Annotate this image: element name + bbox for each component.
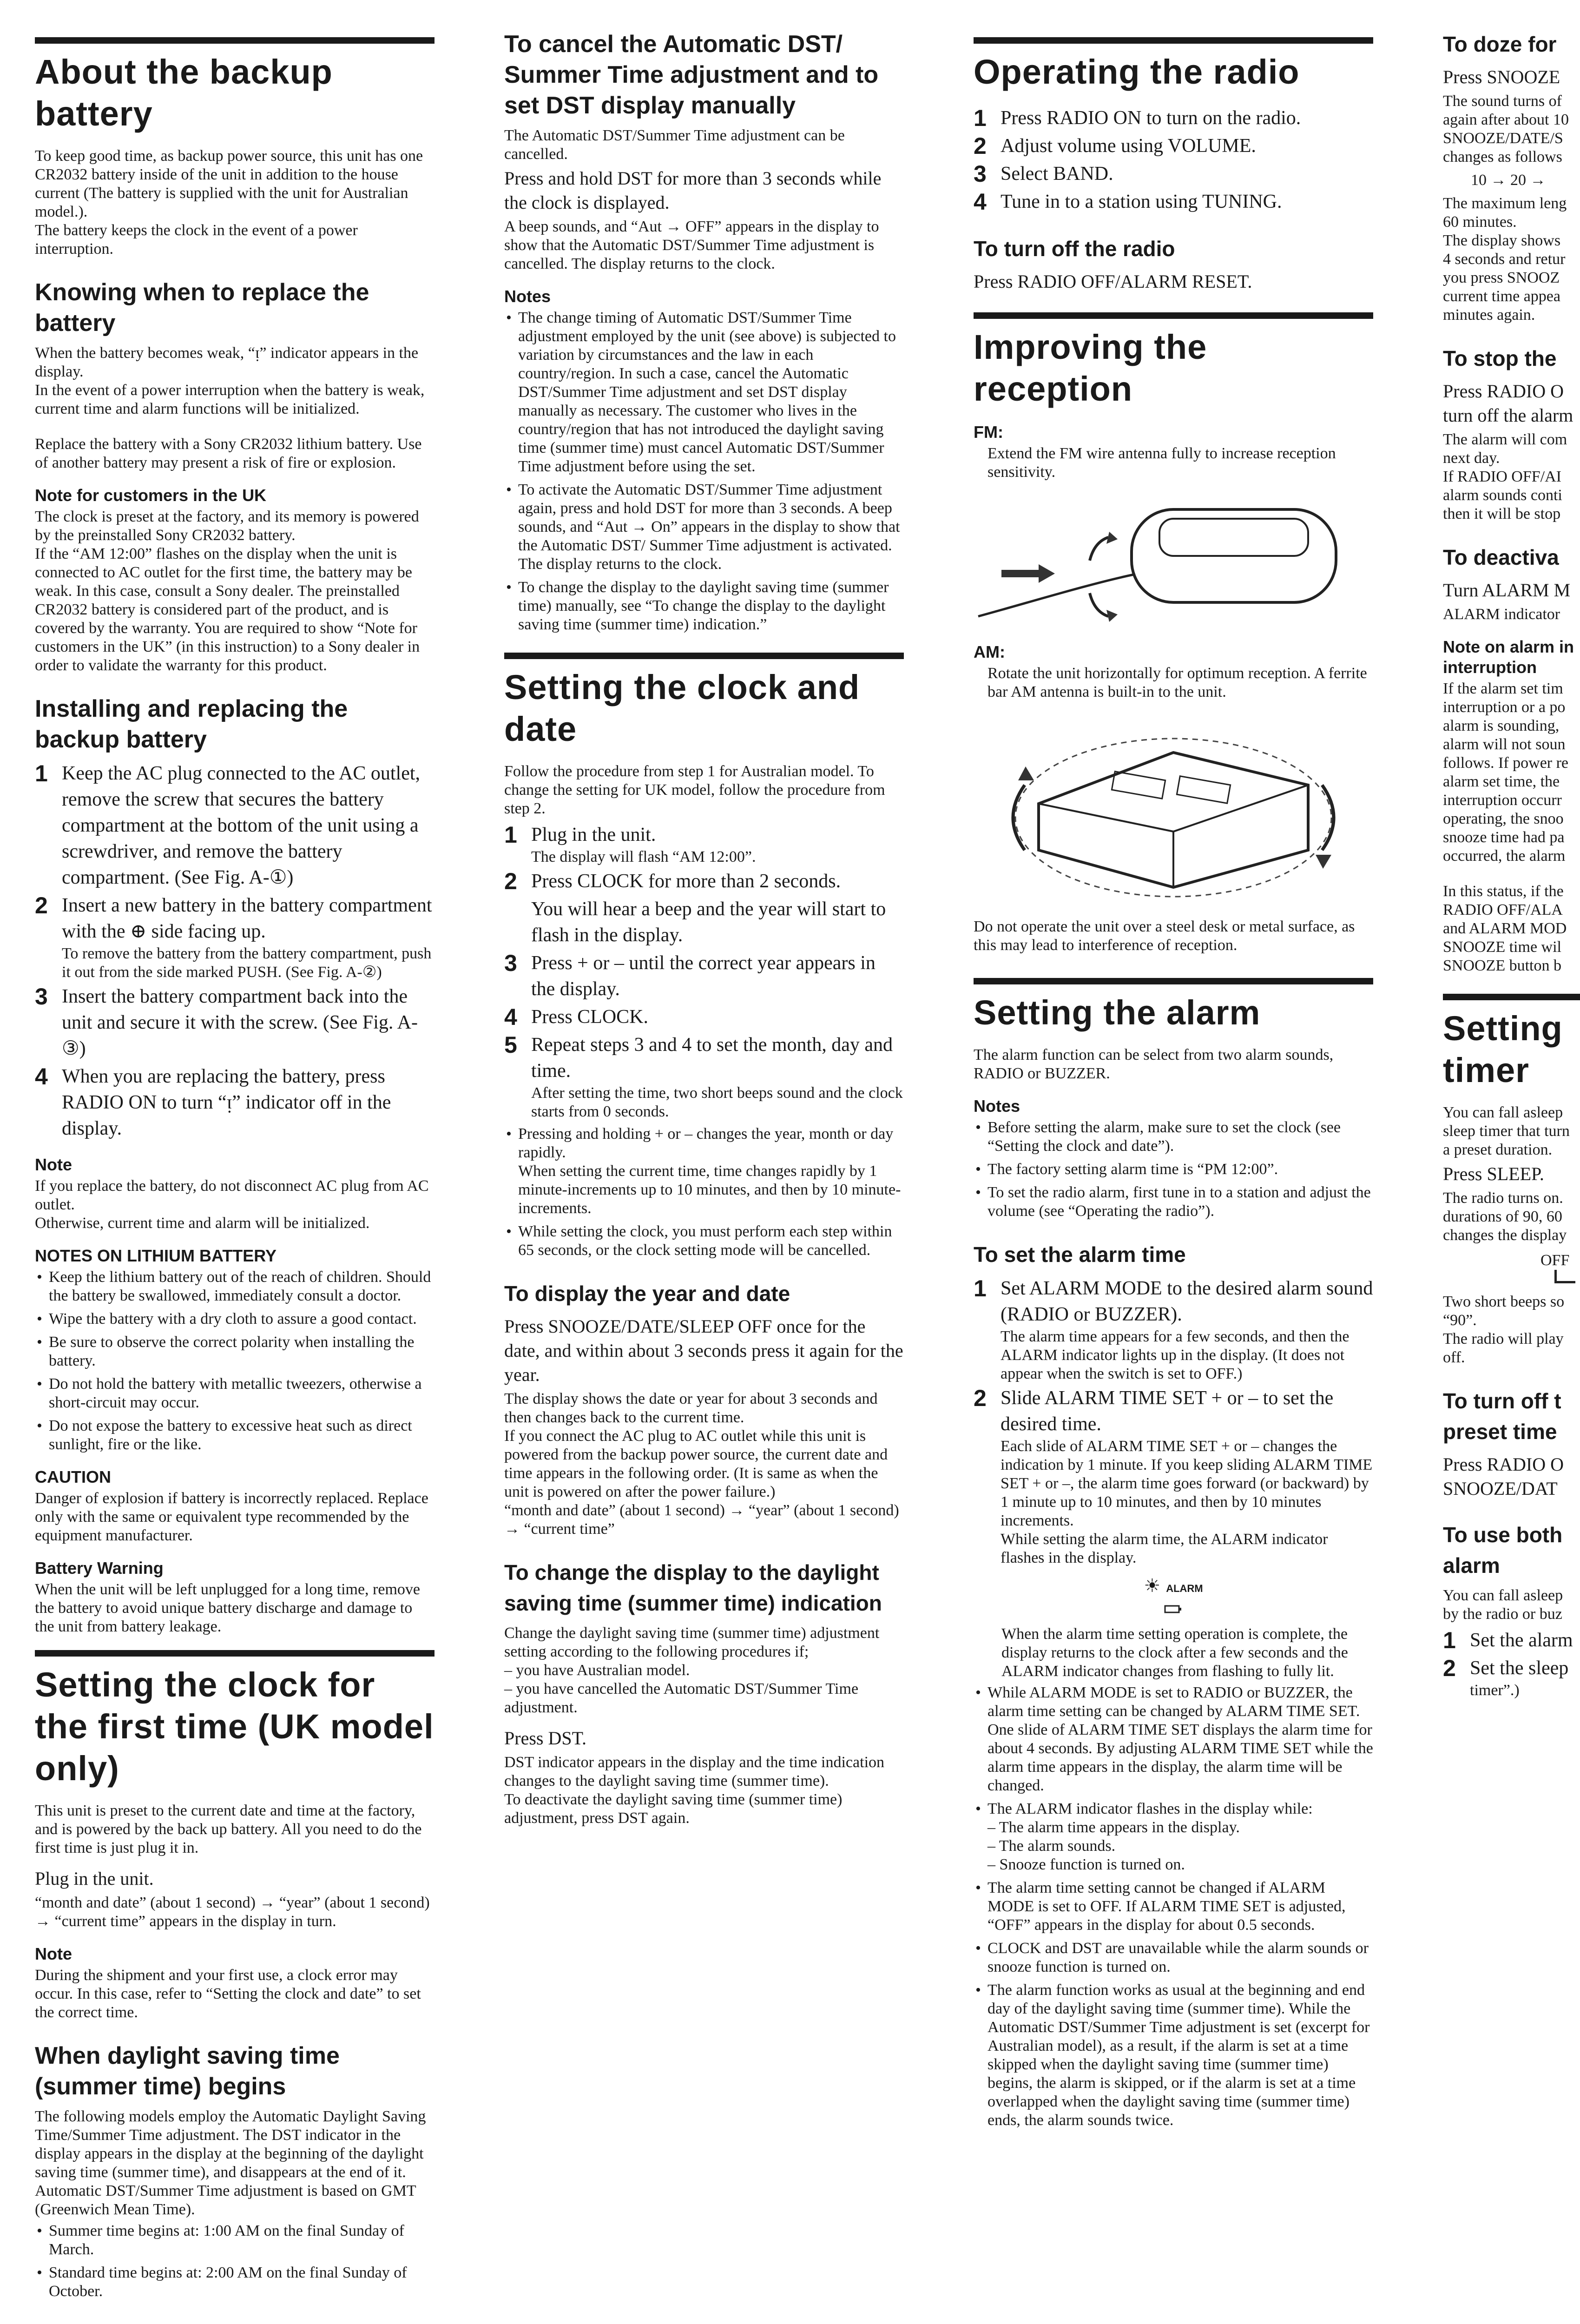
status-paragraph: In this status, if the RADIO OFF/ALA and ALARM MOD SNOOZE time wil SNOOZE button b (1443, 883, 1567, 974)
fm-label: FM: (974, 423, 1003, 442)
lithium-list (35, 1268, 434, 1454)
sleep-paragraph-2: The radio turns on. durations of 90, 60 changes the display (1443, 1189, 1567, 1244)
both-title: To use both alarm (1443, 1523, 1563, 1578)
list-item: • Keep the lithium battery out of the reach of children. Should the battery be swallowed, immediately consult a doctor. (35, 1268, 434, 1305)
year-paragraph: The display shows the date or year for about 3 seconds and then changes back to the current time. If you connect the AC plug to AC outlet while this unit is powered from the backup power source, the current date and time appears in the following order. (It is same as when the unit is powered on after the power failure.) “month and date” (about 1 second) → “year” (about 1 second) → “current time” (504, 1390, 899, 1538)
doze-title: To doze for (1443, 32, 1557, 56)
sleep-paragraph: You can fall asleep sleep timer that turn a preset duration. (1443, 1104, 1570, 1158)
list-item: • Do not hold the battery with metallic tweezers, otherwise a short-circuit may occur. (35, 1375, 434, 1412)
clock-step: You will hear a beep and the year will start to flash in the display. (531, 898, 886, 946)
note2-title: Note (35, 1944, 72, 1963)
am-rotate-illustration (974, 711, 1373, 906)
list-item: • The ALARM indicator flashes in the display while: – The alarm time appears in the display. – The alarm sounds. – Snooze function is turned on. (974, 1800, 1373, 1874)
reception-title: Improving the reception (974, 328, 1207, 408)
plug-command: Plug in the unit. (35, 1868, 154, 1889)
both-step: 2 Set the sleep timer”.) (1443, 1655, 1569, 1699)
lithium-title: NOTES ON LITHIUM BATTERY (35, 1246, 276, 1265)
battery-glyph (1164, 1604, 1183, 1614)
doze-command: Press SNOOZE (1443, 66, 1560, 87)
note-paragraph: If you replace the battery, do not disconnect AC plug from AC outlet. Otherwise, current time and alarm will be initialized. (35, 1177, 429, 1232)
after-paragraph: When the alarm time setting operation is complete, the display returns to the clock after a few seconds and the ALARM indicator changes from flashing to fully lit. (1001, 1625, 1348, 1680)
clock-paragraph: Follow the procedure from step 1 for Australian model. To change the setting for UK model, follow the procedure from step 2. (504, 763, 885, 817)
install-title: Installing and replacing the backup battery (35, 695, 348, 753)
list-item: • Summer time begins at: 1:00 AM on the final Sunday of March. (35, 2222, 434, 2259)
alarm-paragraph: The alarm function can be select from two alarm sounds, RADIO or BUZZER. (974, 1046, 1334, 1082)
return-arrow-icon (1554, 1270, 1575, 1283)
am-label: AM: (974, 642, 1005, 661)
plug-sub: “month and date” (about 1 second) → “year” (about 1 second) → “current time” appears in the display in turn. (35, 1894, 430, 1930)
doze-paragraph-2: The maximum leng 60 minutes. The display shows 4 seconds and retur you press SNOOZ current time appea minutes again. (1443, 195, 1567, 324)
radio-off-title: To turn off the radio (974, 237, 1175, 261)
turnoff-command: Press RADIO O SNOOZE/DAT (1443, 1454, 1564, 1499)
section-rule (974, 37, 1373, 44)
set-alarm-steps (974, 1275, 1373, 1567)
list-item: • Standard time begins at: 2:00 AM on the final Sunday of October. (35, 2264, 434, 2301)
change-command: Press DST. (504, 1728, 587, 1749)
fm-paragraph: Extend the FM wire antenna fully to increase reception sensitivity. (988, 445, 1336, 481)
list-item: • The alarm function works as usual at the beginning and end day of the daylight saving time (summer time). While the Automatic DST/Summer Time adjustment is set (excerpt for Australian model), as a result, if the alarm is set at a time skipped when the daylight saving time (summer time) begins, the alarm is skipped, or if the alarm is set at a time overlapped when the daylight saving time (summer time) ends, the alarm sounds twice. (974, 1981, 1373, 2130)
list-item: • To set the radio alarm, first tune in to a station and adjust the volume (see “Operating the radio”). (974, 1183, 1373, 1221)
dst-paragraph: The following models employ the Automatic Daylight Saving Time/Summer Time adjustment. The DST indicator in the display appears in the display at the beginning of the daylight saving time (summer time), and disappears at the end of it. Automatic DST/Summer Time adjustment is based on GMT (Greenwich Mean Time). (35, 2108, 426, 2218)
deactivate-paragraph: ALARM indicator (1443, 606, 1560, 623)
replace-paragraph-2: Replace the battery with a Sony CR2032 lithium battery. Use of another battery may present a risk of fire or explosion. (35, 436, 422, 471)
clock-title: Setting the clock and date (504, 668, 860, 748)
sleep-title: Setting timer (1443, 1009, 1563, 1089)
uk-note-title: Note for customers in the UK (35, 486, 267, 505)
list-item: • Wipe the battery with a dry cloth to assure a good contact. (35, 1310, 434, 1328)
list-item: • The factory setting alarm time is “PM 12:00”. (974, 1160, 1373, 1179)
list-item: • The alarm time setting cannot be changed if ALARM MODE is set to OFF. If ALARM TIME SET is adjusted, “OFF” appears in the display for about 0.5 seconds. (974, 1879, 1373, 1934)
year-command: Press SNOOZE/DATE/SLEEP OFF once for the date, and within about 3 seconds press it again for the year. (504, 1316, 903, 1385)
backup-title: About the backup battery (35, 53, 333, 133)
radio-title: Operating the radio (974, 53, 1300, 91)
both-steps (1443, 1627, 1580, 1700)
list-item: • CLOCK and DST are unavailable while the alarm sounds or snooze function is turned on. (974, 1939, 1373, 1976)
dst-title: When daylight saving time (summer time) begins (35, 2042, 340, 2100)
clock-step: 5 Repeat steps 3 and 4 to set the month, day and time. After setting the time, two short beeps sound and the clock starts from 0 seconds. (504, 1032, 903, 1120)
notes-title: Notes (504, 287, 551, 306)
caution-title: CAUTION (35, 1467, 111, 1486)
clock-step: 1 Plug in the unit. The display will flash “AM 12:00”. (504, 822, 756, 865)
sleep-command: Press SLEEP. (1443, 1163, 1544, 1184)
stop-command: Press RADIO O turn off the alarm (1443, 381, 1573, 426)
alarm-indicator-label: ALARM (1166, 1583, 1203, 1594)
list-item: • Pressing and holding + or – changes the year, month or day rapidly. When setting the current time, time changes rapidly by 1 minute-increments up to 10 minutes, and then by 10 minute-increments. (504, 1125, 904, 1218)
clock-step: 4 Press CLOCK. (504, 1004, 649, 1030)
install-step: 4 When you are replacing the battery, press RADIO ON to turn “ᴉ” indicator off in the display. (35, 1063, 391, 1139)
radio-off-command: Press RADIO OFF/ALARM RESET. (974, 271, 1252, 292)
set-alarm-title: To set the alarm time (974, 1242, 1186, 1267)
both-step: 1 Set the alarm (1443, 1627, 1573, 1653)
alarm-notes-title: Notes (974, 1096, 1020, 1116)
warning-title: Battery Warning (35, 1558, 164, 1578)
caution-paragraph: Danger of explosion if battery is incorrectly replaced. Replace only with the same or equivalent type recommended by the equipment manufacturer. (35, 1490, 428, 1544)
deactivate-title: To deactiva (1443, 545, 1559, 569)
doze-paragraph: The sound turns of again after about 10 SNOOZE/DATE/S changes as follows (1443, 92, 1569, 165)
change-paragraph-2: DST indicator appears in the display and the time indication changes to the daylight saving time (summer time). To deactivate the daylight saving time (summer time) adjustment, press DST again. (504, 1754, 885, 1827)
clock-step: 3 Press + or – until the correct year appears in the display. (504, 950, 876, 1000)
alarm-notes-list (974, 1118, 1373, 1221)
list-item: • The change timing of Automatic DST/Summer Time adjustment employed by the unit (see above) is subjected to variation by circumstances and the law in each country/region. In such a case, cancel the Automatic DST/Summer Time adjustment and set DST display manually as necessary. The customer who lives in the country/region that has not introduced the daylight saving time (summer time) must cancel Automatic DST/Summer Time adjustment before using the set. (504, 309, 904, 476)
beep-paragraph: Two short beeps so “90”. The radio will play off. (1443, 1293, 1565, 1366)
replace-title: Knowing when to replace the battery (35, 279, 369, 337)
radio-step: 3 Select BAND. (974, 161, 1113, 187)
column-1 (35, 0, 434, 2305)
cancel-title: To cancel the Automatic DST/ Summer Time adjustment and to set DST display manually (504, 31, 879, 119)
list-item: • To activate the Automatic DST/Summer Time adjustment again, press and hold DST for more than 3 seconds. A beep sounds, and “Aut → On” appears in the display to show that the Automatic DST/ Summer Time adjustment is activated. The display returns to the clock. (504, 481, 904, 574)
am-rotate-figure (974, 711, 1373, 908)
clock-list (504, 1125, 904, 1260)
cancel-paragraph-2: A beep sounds, and “Aut → OFF” appears in the display to show that the Automatic DST/Summer Time adjustment is cancelled. The display returns to the clock. (504, 218, 879, 272)
first-time-title: Setting the clock for the first time (UK model only) (35, 1665, 434, 1788)
uk-note-paragraph: The clock is preset at the factory, and its memory is powered by the preinstalled Sony CR2032 battery. If the “AM 12:00” flashes on the display when the unit is connected to AC outlet for the first time, the battery may be weak. In this case, consult a Sony dealer. The preinstalled CR2032 battery is considered part of the product, and is covered by the warranty. You are required to show “Note for customers in the UK” (in this instruction) to a Sony dealer in order to validate the warranty for this product. (35, 508, 420, 674)
list-item: • While setting the clock, you must perform each step within 65 seconds, or the clock setting mode will be cancelled. (504, 1222, 904, 1260)
radio-step: 2 Adjust volume using VOLUME. (974, 133, 1256, 159)
install-step: 3 Insert the battery compartment back into the unit and secure it with the screw. (See Fig. A-③) (35, 984, 418, 1059)
list-item: • Before setting the alarm, make sure to set the clock (see “Setting the clock and date”). (974, 1118, 1373, 1155)
column-4 (1443, 0, 1580, 1703)
radio-step: 1 Press RADIO ON to turn on the radio. (974, 105, 1301, 131)
clock-step: 2 Press CLOCK for more than 2 seconds. (504, 868, 841, 894)
section-rule (1443, 994, 1580, 1000)
install-step: 1 Keep the AC plug connected to the AC outlet, remove the screw that secures the battery compartment at the bottom of the unit using a screwdriver, and remove the battery compartment. (See Fig. A-①) (35, 760, 421, 888)
stop-paragraph: The alarm will com next day. If RADIO OFF/AI alarm sounds conti then it will be stop (1443, 431, 1567, 522)
column-2 (504, 0, 904, 1830)
change-title: To change the display to the daylight saving time (summer time) indication (504, 1560, 882, 1615)
section-rule (504, 653, 904, 659)
turnoff-title: To turn off t preset time (1443, 1389, 1561, 1444)
replace-paragraph: When the battery becomes weak, “ᴉ” indicator appears in the display. In the event of a power interruption when the battery is weak, current time and alarm functions will be initialized. (35, 344, 425, 417)
interruption-note-paragraph: If the alarm set tim interruption or a po alarm is sounding, alarm will not soun follows. If power re alarm set time, the interruption occurr operating, the snoo snooze time had pa occurred, the alarm (1443, 680, 1569, 865)
clock-steps (504, 822, 904, 1121)
dst-list (35, 2222, 434, 2301)
section-rule (974, 312, 1373, 319)
year-title: To display the year and date (504, 1281, 790, 1306)
section-rule (35, 37, 434, 44)
set-alarm-step: 2 Slide ALARM TIME SET + or – to set the desired time. Each slide of ALARM TIME SET + or – changes the indication by 1 minute. If you keep sliding ALARM TIME SET + or –, the alarm time goes forward (or backward) by 1 minute up to 10 minutes, and then by 10 minutes increments. While setting the alarm time, the ALARM indicator flashes in the display. (974, 1385, 1373, 1566)
list-item: • While ALARM MODE is set to RADIO or BUZZER, the alarm time setting can be changed by ALARM TIME SET. One slide of ALARM TIME SET displays the alarm time for about 4 seconds. By adjusting ALARM TIME SET while the alarm time appears in the display, the alarm time will be changed. (974, 1684, 1373, 1795)
sun-icon: ☀ (1144, 1575, 1161, 1596)
interruption-note-title: Note on alarm in interruption (1443, 637, 1574, 677)
fm-antenna-figure (974, 491, 1373, 633)
note2-paragraph: During the shipment and your first use, a clock error may occur. In this case, refer to “Setting the clock and date” to set the correct time. (35, 1967, 421, 2021)
radio-steps (974, 105, 1373, 215)
warning-paragraph: When the unit will be left unplugged for a long time, remove the battery to avoid unique battery discharge and damage to the unit from battery leakage. (35, 1581, 420, 1635)
doze-sequence: 10 → 20 → (1471, 172, 1546, 189)
alarm-title: Setting the alarm (974, 993, 1261, 1032)
list-item: • Be sure to observe the correct polarity when installing the battery. (35, 1333, 434, 1370)
notes-list (504, 309, 904, 634)
column-3 (974, 0, 1373, 2134)
note-title: Note (35, 1155, 72, 1174)
section-rule (974, 978, 1373, 984)
am-paragraph: Rotate the unit horizontally for optimum reception. A ferrite bar AM antenna is built-in to the unit. (988, 665, 1367, 700)
alarm-indicator (974, 1575, 1373, 1597)
steel-paragraph: Do not operate the unit over a steel desk or metal surface, as this may lead to interference of reception. (974, 918, 1355, 954)
first-time-paragraph: This unit is preset to the current date and time at the factory, and is powered by the back up battery. All you need to do the first time is just plug it in. (35, 1802, 422, 1856)
list-item: • Do not expose the battery to excessive heat such as direct sunlight, fire or the like. (35, 1417, 434, 1454)
battery-icon (974, 1604, 1373, 1617)
section-rule (35, 1650, 434, 1657)
cancel-command: Press and hold DST for more than 3 seconds while the clock is displayed. (504, 168, 882, 213)
install-step: 2 Insert a new battery in the battery compartment with the ⊕ side facing up. To remove the battery from the battery compartment, push it out from the side marked PUSH. (See Fig. A-②) (35, 892, 432, 981)
change-paragraph: Change the daylight saving time (summer time) adjustment setting according to the following procedures if; – you have Australian model. – you have cancelled the Automatic DST/Summer Time adjustment. (504, 1624, 880, 1716)
set-alarm-list (974, 1684, 1373, 2130)
list-item: • To change the display to the daylight saving time (summer time) manually, see “To change the display to the daylight saving time (summer time) indication.” (504, 578, 904, 634)
backup-paragraph: To keep good time, as backup power source, this unit has one CR2032 battery inside of the unit in addition to the house current (The battery is supplied with the unit for Australian model.). The battery keeps the clock in the event of a power interruption. (35, 147, 423, 257)
stop-title: To stop the (1443, 346, 1557, 370)
install-steps (35, 760, 434, 1142)
radio-step: 4 Tune in to a station using TUNING. (974, 189, 1282, 215)
off-label: OFF (1540, 1252, 1570, 1269)
cancel-paragraph: The Automatic DST/Summer Time adjustment can be cancelled. (504, 127, 845, 163)
set-alarm-step: 1 Set ALARM MODE to the desired alarm sound (RADIO or BUZZER). The alarm time appears for a few seconds, and then the ALARM indicator lights up in the display. (It does not appear when the switch is set to OFF.) (974, 1275, 1373, 1382)
deactivate-command: Turn ALARM M (1443, 580, 1571, 601)
fm-antenna-illustration (974, 491, 1373, 630)
both-paragraph: You can fall asleep by the radio or buz (1443, 1587, 1563, 1623)
